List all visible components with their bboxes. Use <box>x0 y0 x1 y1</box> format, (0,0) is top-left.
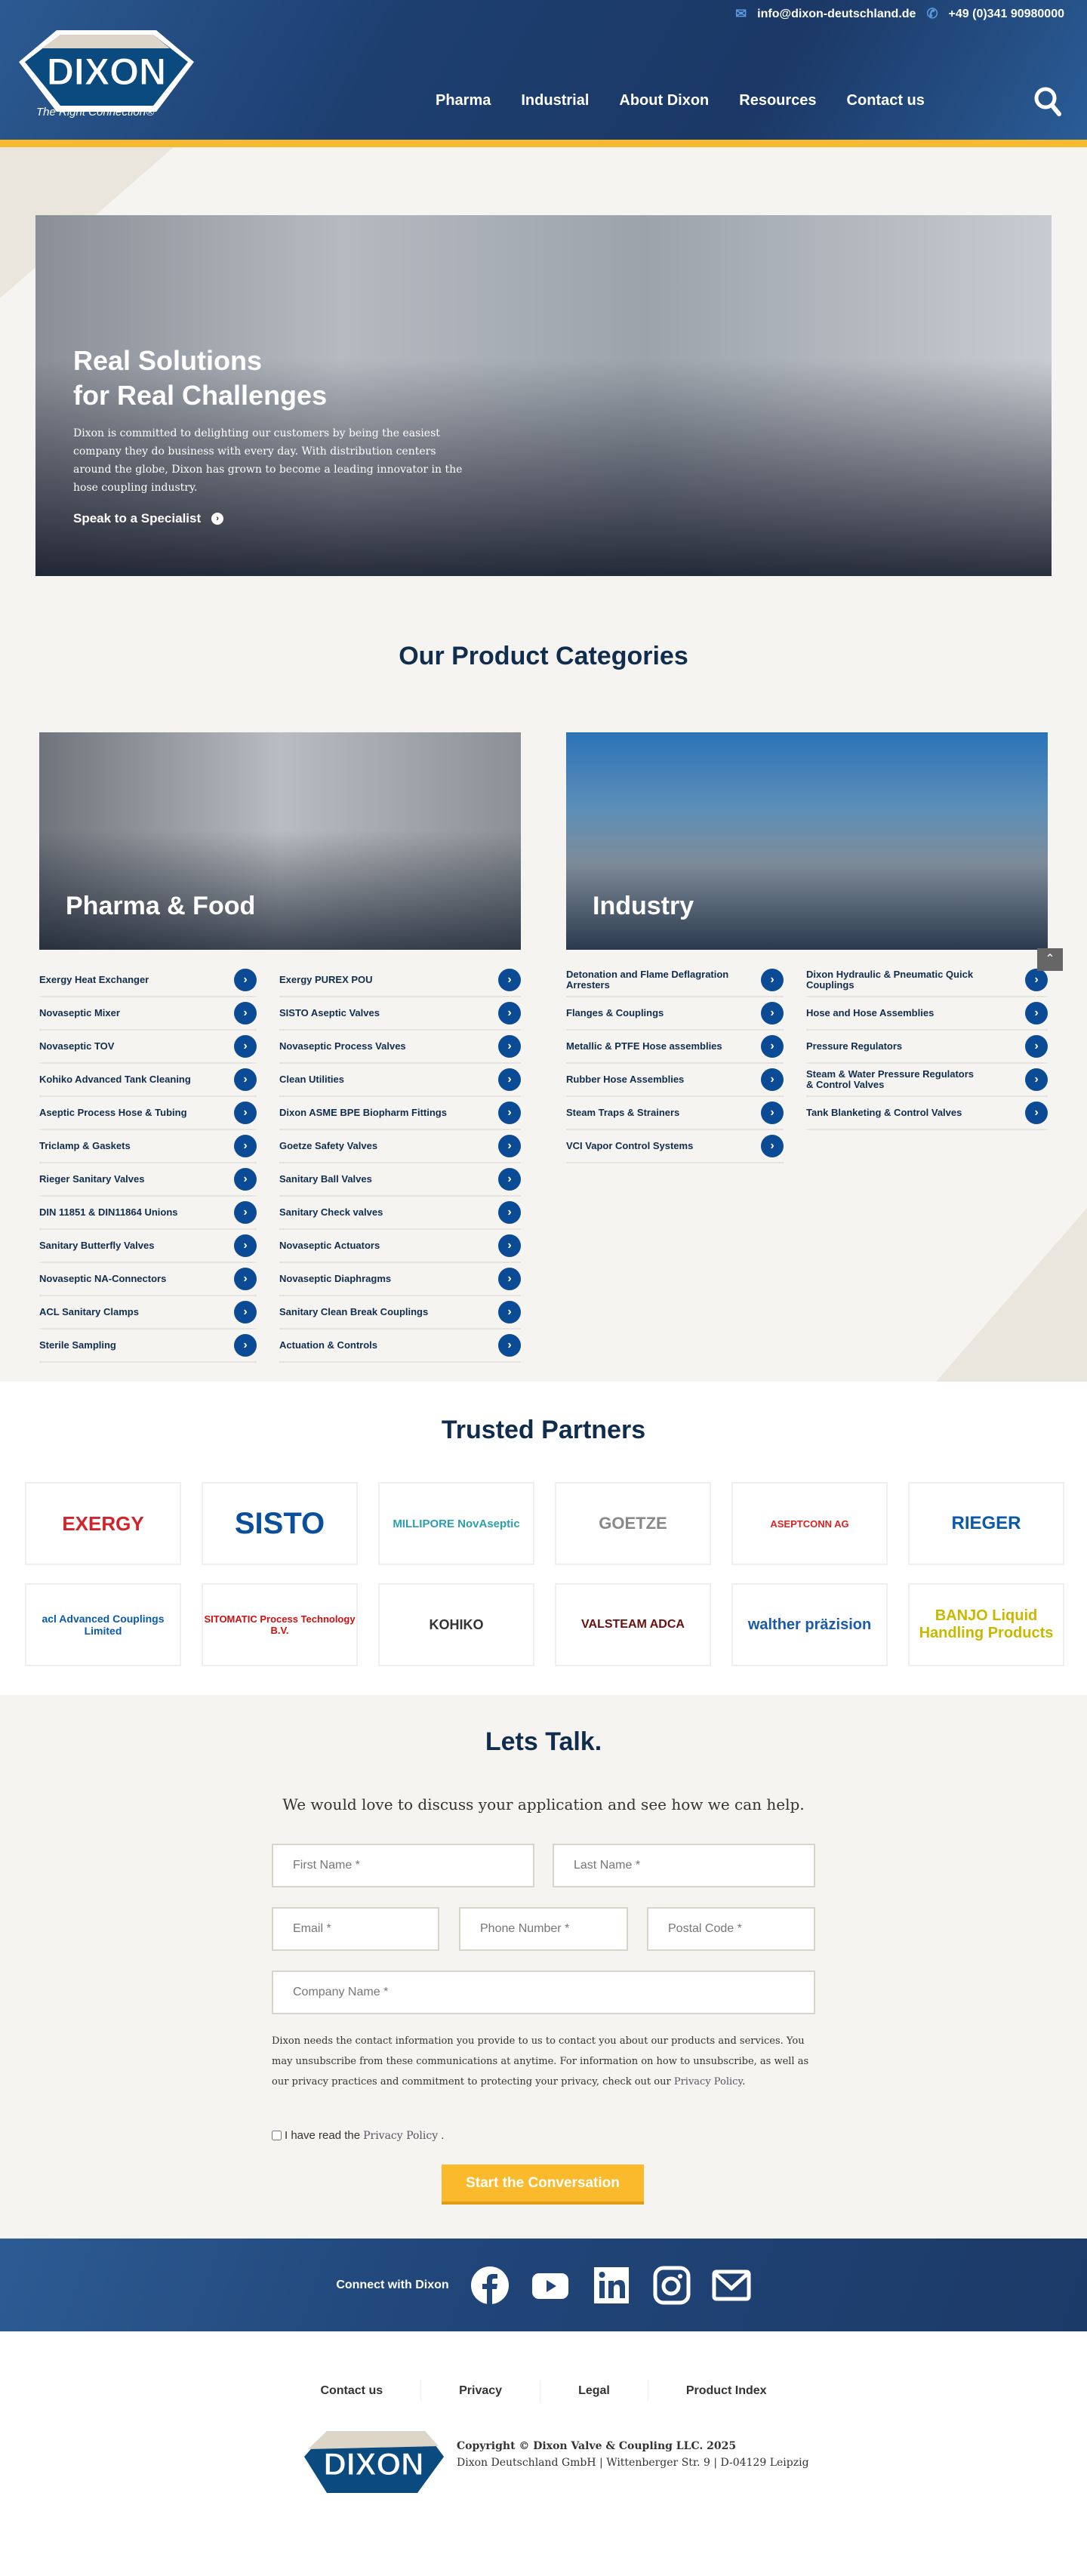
top-contact-bar <box>735 6 1064 22</box>
card-label: Pharma & Food <box>66 892 256 920</box>
category-link[interactable] <box>39 1197 257 1230</box>
category-label: Novaseptic TOV <box>39 1040 115 1052</box>
first-name-input[interactable]: First Name * <box>272 1844 534 1887</box>
category-link[interactable] <box>279 1330 521 1363</box>
chevron-right-icon: › <box>211 513 223 525</box>
email-link[interactable]: info@dixon-deutschland.de <box>757 7 916 20</box>
category-label: Novaseptic Diaphragms <box>279 1273 392 1284</box>
category-link[interactable] <box>806 1031 1048 1064</box>
category-label: ACL Sanitary Clamps <box>39 1306 139 1317</box>
category-label: Novaseptic NA-Connectors <box>39 1273 167 1284</box>
search-icon[interactable] <box>1033 85 1063 118</box>
category-label: Dixon Hydraulic & Pneumatic Quick Couplings <box>806 969 974 991</box>
category-link[interactable] <box>39 1130 257 1163</box>
category-link[interactable] <box>566 1031 784 1064</box>
category-link[interactable] <box>566 1097 784 1130</box>
privacy-disclaimer: Dixon needs the contact information you provide to us to contact you about our products and services. You may unsubscribe from these communications at anytime. For information on how to unsubscribe, as well as our privacy practices and commitment to protecting your privacy, check out our Privacy Policy. <box>272 2035 809 2088</box>
chevron-right-icon: › <box>498 1301 521 1323</box>
chevron-right-icon: › <box>761 1068 784 1091</box>
trusted-partners-section <box>0 1382 1087 1695</box>
chevron-right-icon: › <box>761 1035 784 1058</box>
category-label: Sanitary Ball Valves <box>279 1173 372 1185</box>
category-label: Actuation & Controls <box>279 1339 377 1351</box>
category-label: Novaseptic Actuators <box>279 1240 380 1251</box>
partners-title: Trusted Partners <box>441 1416 646 1444</box>
category-label: Novaseptic Mixer <box>39 1007 120 1018</box>
category-link[interactable] <box>39 1163 257 1197</box>
industry-list-col1 <box>566 964 784 1163</box>
category-label: Metallic & PTFE Hose assemblies <box>566 1040 722 1052</box>
category-link[interactable] <box>806 1064 1048 1097</box>
category-label: Dixon ASME BPE Biopharm Fittings <box>279 1107 447 1118</box>
chevron-right-icon: › <box>498 1334 521 1357</box>
category-label: Clean Utilities <box>279 1074 344 1085</box>
svg-text:DIXON: DIXON <box>323 2446 424 2482</box>
company-name-input[interactable]: Company Name * <box>272 1971 815 2014</box>
email-icon[interactable] <box>712 2266 751 2305</box>
chevron-right-icon: › <box>234 1135 257 1157</box>
pharma-food-card[interactable] <box>39 732 521 950</box>
category-link[interactable] <box>279 1197 521 1230</box>
partner-logo[interactable]: GOETZE <box>555 1482 711 1565</box>
privacy-policy-link[interactable]: Privacy Policy <box>363 2129 439 2142</box>
privacy-consent: I have read the Privacy Policy . <box>272 2129 444 2142</box>
youtube-icon[interactable] <box>531 2266 570 2305</box>
chevron-right-icon: › <box>498 1135 521 1157</box>
chevron-right-icon: › <box>234 1102 257 1124</box>
connect-label: Connect with Dixon <box>336 2278 449 2291</box>
footer-links <box>0 2380 1087 2402</box>
category-link[interactable] <box>39 1031 257 1064</box>
category-link[interactable] <box>279 997 521 1031</box>
category-link[interactable] <box>279 1130 521 1163</box>
category-link[interactable] <box>39 1230 257 1263</box>
nav-contact[interactable]: Contact us <box>846 92 925 109</box>
chevron-right-icon: › <box>234 1301 257 1323</box>
card-label: Industry <box>593 892 694 920</box>
nav-pharma[interactable]: Pharma <box>436 92 491 109</box>
industry-card[interactable] <box>566 732 1048 950</box>
pharma-list-col1 <box>39 964 257 1363</box>
copyright: Copyright © Dixon Valve & Coupling LLC. 2025 Dixon Deutschland GmbH | Wittenberger Str. 9 | D-04129 Leipzig <box>457 2440 809 2469</box>
industry-list-col2 <box>806 964 1048 1130</box>
chevron-right-icon: › <box>498 1068 521 1091</box>
chevron-right-icon: › <box>234 1068 257 1091</box>
footer-dixon-logo <box>304 2431 444 2493</box>
category-link[interactable] <box>39 1330 257 1363</box>
partner-logo[interactable]: ASEPTCONN AG <box>731 1482 888 1565</box>
category-link[interactable] <box>39 964 257 997</box>
main-nav <box>436 92 925 109</box>
category-label: Exergy PUREX POU <box>279 974 373 985</box>
speak-to-specialist-link[interactable]: Speak to a Specialist › <box>73 511 223 526</box>
category-label: Sanitary Clean Break Couplings <box>279 1306 429 1317</box>
chevron-right-icon: › <box>498 969 521 991</box>
phone-icon: ✆ <box>926 6 938 21</box>
tagline: The Right Connection® <box>36 106 155 119</box>
category-link[interactable] <box>566 1130 784 1163</box>
chevron-right-icon: › <box>234 1168 257 1191</box>
linkedin-icon[interactable] <box>591 2266 630 2305</box>
contact-title: Lets Talk. <box>485 1727 602 1756</box>
footer-product-index-link[interactable]: Product Index <box>685 2384 767 2397</box>
chevron-right-icon: › <box>1025 1102 1048 1124</box>
chevron-right-icon: › <box>498 1168 521 1191</box>
category-label: DIN 11851 & DIN11864 Unions <box>39 1206 178 1218</box>
phone-input[interactable]: Phone Number * <box>459 1907 628 1951</box>
scroll-to-top-button[interactable]: ⌃ <box>1037 948 1063 971</box>
chevron-right-icon: › <box>761 1135 784 1157</box>
category-label: SISTO Aseptic Valves <box>279 1007 380 1018</box>
hero-banner <box>35 215 1052 576</box>
mail-icon: ✉ <box>735 6 747 21</box>
category-label: Triclamp & Gaskets <box>39 1140 131 1151</box>
chevron-right-icon: › <box>234 1334 257 1357</box>
category-label: Goetze Safety Valves <box>279 1140 378 1151</box>
nav-resources[interactable]: Resources <box>739 92 817 109</box>
partner-logo[interactable]: EXERGY <box>25 1482 181 1565</box>
footer-privacy-link[interactable]: Privacy <box>421 2380 540 2402</box>
category-label: Sanitary Butterfly Valves <box>39 1240 155 1251</box>
chevron-right-icon: › <box>761 1102 784 1124</box>
chevron-right-icon: › <box>234 1201 257 1224</box>
category-label: Tank Blanketing & Control Valves <box>806 1107 962 1118</box>
categories-title: Our Product Categories <box>399 642 688 670</box>
chevron-right-icon: › <box>234 1234 257 1257</box>
category-label: Pressure Regulators <box>806 1040 903 1052</box>
category-link[interactable] <box>279 1064 521 1097</box>
instagram-icon[interactable] <box>651 2266 691 2305</box>
partner-logo[interactable]: KOHIKO <box>378 1583 534 1666</box>
partner-logo[interactable]: BANJO Liquid Handling Products <box>908 1583 1064 1666</box>
category-link[interactable] <box>39 1263 257 1296</box>
category-label: Sanitary Check valves <box>279 1206 383 1218</box>
partner-logo[interactable]: SISTO <box>202 1482 358 1565</box>
site-header <box>0 0 1087 140</box>
chevron-right-icon: › <box>498 1035 521 1058</box>
category-label: Rieger Sanitary Valves <box>39 1173 145 1185</box>
email-input[interactable]: Email * <box>272 1907 439 1951</box>
last-name-input[interactable]: Last Name * <box>553 1844 815 1887</box>
chevron-right-icon: › <box>498 1201 521 1224</box>
social-band <box>0 2239 1087 2331</box>
partner-logo[interactable]: SITOMATIC Process Technology B.V. <box>202 1583 358 1666</box>
category-link[interactable] <box>566 964 784 997</box>
category-link[interactable] <box>279 1163 521 1197</box>
category-label: VCI Vapor Control Systems <box>566 1140 694 1151</box>
postal-code-input[interactable]: Postal Code * <box>647 1907 815 1951</box>
category-link[interactable] <box>39 1064 257 1097</box>
category-link[interactable] <box>39 997 257 1031</box>
category-link[interactable] <box>39 1296 257 1330</box>
category-link[interactable] <box>279 1230 521 1263</box>
chevron-right-icon: › <box>1025 969 1048 991</box>
category-link[interactable] <box>39 1097 257 1130</box>
facebook-icon[interactable] <box>470 2266 510 2305</box>
category-label: Novaseptic Process Valves <box>279 1040 406 1052</box>
category-label: Hose and Hose Assemblies <box>806 1007 935 1018</box>
category-label: Sterile Sampling <box>39 1339 116 1351</box>
category-link[interactable] <box>566 1064 784 1097</box>
category-link[interactable] <box>566 997 784 1031</box>
start-conversation-button[interactable]: Start the Conversation <box>442 2165 644 2205</box>
category-link[interactable] <box>279 1031 521 1064</box>
category-link[interactable] <box>279 964 521 997</box>
category-link[interactable] <box>279 1263 521 1296</box>
partner-logo[interactable]: VALSTEAM ADCA <box>555 1583 711 1666</box>
phone-link[interactable]: +49 (0)341 90980000 <box>948 7 1064 20</box>
partner-logo[interactable]: RIEGER <box>908 1482 1064 1565</box>
category-link[interactable] <box>806 964 1048 997</box>
privacy-policy-link[interactable]: Privacy Policy <box>673 2076 743 2088</box>
hero-title: Real Solutions for Real Challenges <box>73 345 328 411</box>
footer-legal-link[interactable]: Legal <box>540 2380 648 2402</box>
footer-contact-link[interactable]: Contact us <box>282 2380 421 2402</box>
header-accent-stripe <box>0 140 1087 147</box>
chevron-right-icon: › <box>234 1002 257 1025</box>
privacy-checkbox[interactable] <box>272 2131 282 2140</box>
partner-logo[interactable]: MILLIPORE NovAseptic <box>378 1482 534 1565</box>
category-label: Detonation and Flame Deflagration Arresters <box>566 969 729 991</box>
category-link[interactable] <box>279 1296 521 1330</box>
category-label: Flanges & Couplings <box>566 1007 664 1018</box>
contact-subtitle: We would love to discuss your application and see how we can help. <box>282 1795 805 1813</box>
category-label: Steam Traps & Strainers <box>566 1107 680 1118</box>
decor-shape <box>936 1208 1087 1382</box>
chevron-right-icon: › <box>498 1102 521 1124</box>
category-link[interactable] <box>806 1097 1048 1130</box>
partner-logo[interactable]: acl Advanced Couplings Limited <box>25 1583 181 1666</box>
chevron-right-icon: › <box>761 1002 784 1025</box>
partner-logo[interactable]: walther präzision <box>731 1583 888 1666</box>
category-label: Aseptic Process Hose & Tubing <box>39 1107 187 1118</box>
category-label: Rubber Hose Assemblies <box>566 1074 685 1085</box>
chevron-right-icon: › <box>498 1234 521 1257</box>
chevron-right-icon: › <box>761 969 784 991</box>
pharma-list-col2 <box>279 964 521 1363</box>
chevron-right-icon: › <box>498 1268 521 1290</box>
nav-about[interactable]: About Dixon <box>619 92 710 109</box>
category-label: Steam & Water Pressure Regulators & Control Valves <box>806 1068 975 1090</box>
chevron-right-icon: › <box>234 1035 257 1058</box>
svg-text:DIXON: DIXON <box>46 51 167 93</box>
category-link[interactable] <box>279 1097 521 1130</box>
category-label: Exergy Heat Exchanger <box>39 974 149 985</box>
category-link[interactable] <box>806 997 1048 1031</box>
chevron-right-icon: › <box>1025 1035 1048 1058</box>
chevron-right-icon: › <box>498 1002 521 1025</box>
chevron-right-icon: › <box>1025 1002 1048 1025</box>
nav-industrial[interactable]: Industrial <box>521 92 590 109</box>
chevron-right-icon: › <box>1025 1068 1048 1091</box>
hero-body: Dixon is committed to delighting our customers by being the easiest company they do business with every day. With distribution centers around the globe, Dixon has grown to become a leading innovator in the hose coupling industry. <box>73 427 463 494</box>
category-label: Kohiko Advanced Tank Cleaning <box>39 1074 191 1085</box>
chevron-right-icon: › <box>234 1268 257 1290</box>
chevron-right-icon: › <box>234 969 257 991</box>
